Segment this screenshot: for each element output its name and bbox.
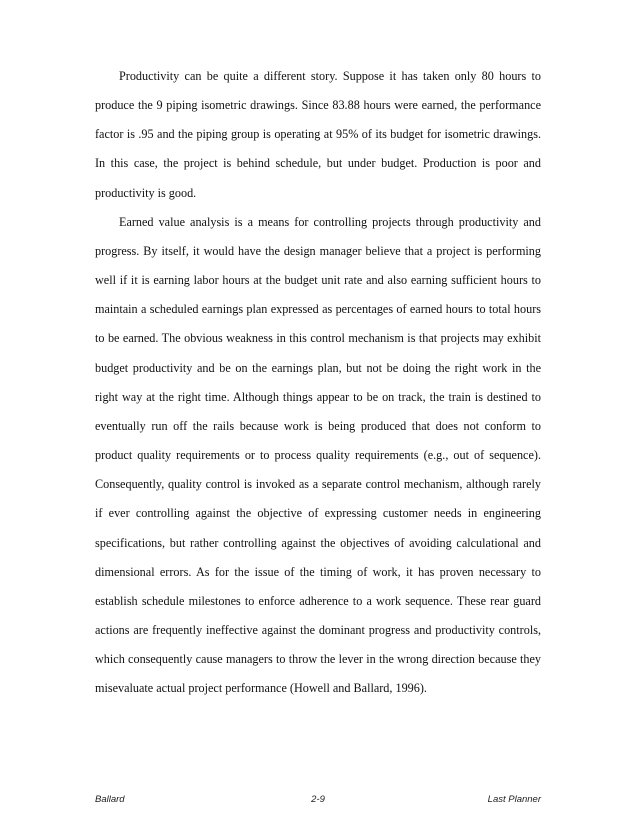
body-text bbox=[95, 62, 541, 703]
page-footer bbox=[95, 794, 541, 810]
paragraph-earned-value: Earned value analysis is a means for controlling projects through productivity and progress. By itself, it would have the design manager believe that a project is performing well if it is earning labor hours at the budget unit rate and also earning sufficient hours to maintain a scheduled earnings plan expressed as percentages of earned hours to total hours to be earned. The obvious weakness in this control mechanism is that projects may exhibit budget productivity and be on the earnings plan, but not be doing the right work in the right way at the right time. Although things appear to be on track, the train is destined to eventually run off the rails because work is being produced that does not conform to product quality requirements or to process quality requirements (e.g., out of sequence). Consequently, quality control is invoked as a separate control mechanism, although rarely if ever controlling against the objective of expressing customer needs in engineering specifications, but rather controlling against the objectives of avoiding calculational and dimensional errors. As for the issue of the timing of work, it has proven necessary to establish schedule milestones to enforce adherence to a work sequence. These rear guard actions are frequently ineffective against the dominant progress and productivity controls, which consequently cause managers to throw the lever in the wrong direction because they misevaluate actual project performance (Howell and Ballard, 1996). bbox=[95, 214, 541, 696]
footer-page-number: 2-9 bbox=[311, 794, 325, 805]
footer-title: Last Planner bbox=[487, 794, 541, 805]
paragraph-productivity: Productivity can be quite a different story. Suppose it has taken only 80 hours to produce the 9 piping isometric drawings. Since 83.88 hours were earned, the performance factor is .95 and the piping group is operating at 95% of its budget for isometric drawings. In this case, the project is behind schedule, but under budget. Production is poor and productivity is good. bbox=[95, 69, 541, 200]
footer-author: Ballard bbox=[95, 794, 125, 805]
